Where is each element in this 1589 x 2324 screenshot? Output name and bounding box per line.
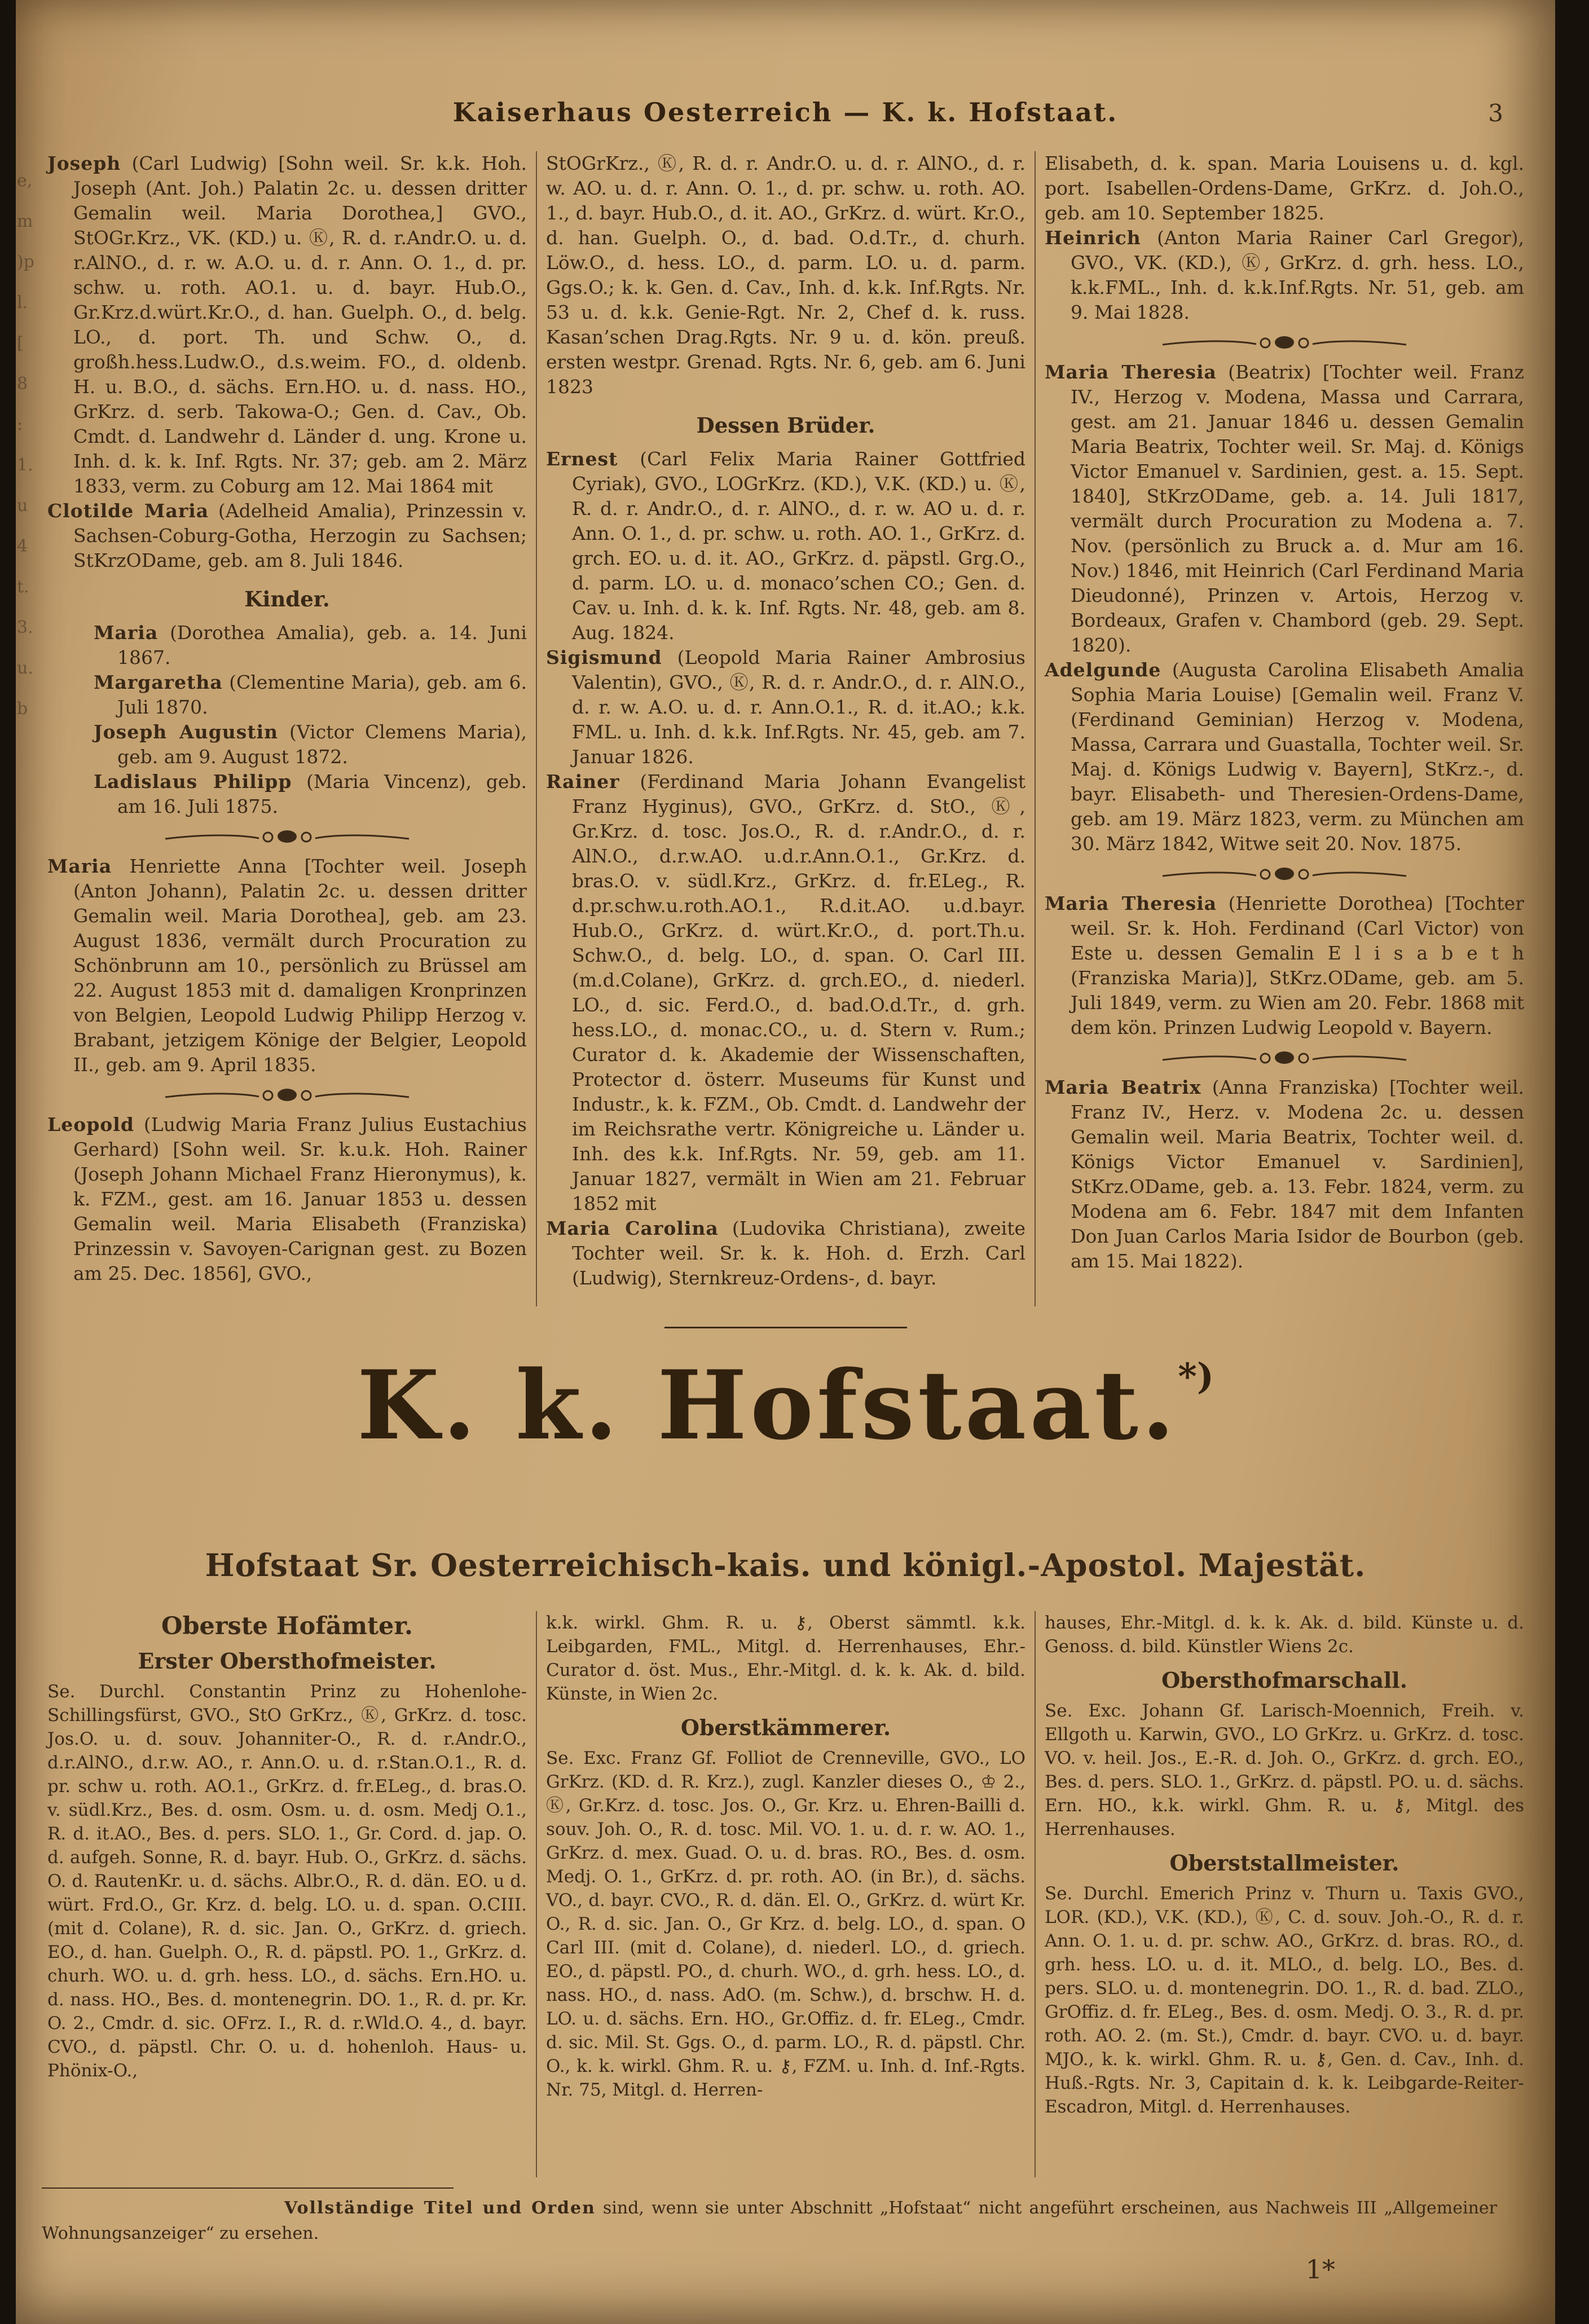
entry-name: Clotilde Maria: [47, 500, 209, 522]
entry-text: Henriette Anna [Tochter weil. Joseph (Anton Johann), Palatin 2c. u. dessen dritter Gemalin weil. Maria Dorothea], geb. am 23. August 1836, vermält durch Procuration zu Schönbrunn am 10., persönlich zu Brüssel am 22. August 1853 mit d. damaligen Kronprinzen von Belgien, Leopold Ludwig Philipp Herzog v. Brabant, jetzigem Könige der Belgier, Leopold II., geb. am 9. April 1835.: [73, 855, 527, 1076]
flourish-divider-icon: [1045, 1050, 1524, 1067]
oberste-hofaemter-heading: Oberste Hofämter.: [161, 1612, 413, 1640]
entry-heinrich: [1045, 226, 1524, 325]
footnote-rest: sind, wenn sie unter Abschnitt „Hofstaat“ nicht angeführt erscheinen, aus Nachweis III „Allgemeiner Wohnungsanzeiger“ zu ersehen.: [42, 2198, 1497, 2243]
entry-name: Heinrich: [1045, 227, 1141, 249]
kaiserhaus-column-2: [537, 151, 1035, 1306]
obersthofmeister-text: Se. Durchl. Constantin Prinz zu Hohenlohe-Schillingsfürst, GVO., StO GrKrz., Ⓚ, GrKrz. d. tosc. Jos.O. u. d. souv. Johanniter-O., R. d. r.Andr.O., d.r.AlNO., d.r.w. AO., r. Ann.O. u. d. r.Stan.O.1., R. d. pr. schw u. roth. AO.1., GrKrz. d. fr.ELeg., d. bras.O. v. südl.Krz., Bes. d. osm. Osm. u. d. osm. Medj O.1., R. d. it.AO., Bes. d. pers. SLO. 1., Gr. Cord. d. jap. O. d. aufgeh. Sonne, R. d. bayr. Hub. O., GrKrz. d. sächs. O. d. RautenKr. u. d. sächs. Albr.O., R. d. dän. EO. u d. würt. Frd.O., Gr. Krz. d. belg. LO. u. d. span. O.CIII. (mit d. Colane), R. d. sic. Jan. O., GrKrz. d. griech. EO., d. han. Guelph. O., R. d. päpstl. PO. 1., GrKrz. d. churh. WO. u. d. grh. hess. LO., d. sächs. Ern.HO. u. d. nass. HO., Bes. d. montenegrin. DO. 1., R. d. pr. Kr. O. 2., Cmdr. d. sic. OFrz. I., R. d. r.Wld.O. 4., d. bayr. CVO., d. päpstl. Chr. O. u. d. hohenloh. Haus- u. Phönix-O.,: [47, 1682, 527, 2081]
section-title: [16, 1349, 1555, 1461]
entry-sigismund: [546, 645, 1025, 769]
entry-text: (Dorothea Amalia), geb. a. 14. Juni 1867.: [117, 622, 527, 668]
hofstaat-column-3: [1036, 1611, 1533, 2177]
entry-name: Maria Carolina: [546, 1217, 719, 1239]
hofstaat-section: [38, 1611, 1533, 2177]
entry-adelgunde: [1045, 658, 1524, 856]
entry-kind-joseph-augustin: [47, 720, 527, 769]
gutter-bleed-text: e, m )p l. [ 8 : 1. u 4 t. 3. u. b: [17, 171, 34, 719]
flourish-divider-icon: [1045, 335, 1524, 352]
obersthofmarschall-text: Se. Exc. Johann Gf. Larisch-Moennich, Freih. v. Ellgoth u. Karwin, GVO., LO GrKrz. u. GrKrz. d. tosc. VO. v. heil. Jos., E.-R. d. Joh. O., GrKrz. d. grch. EO., Bes. d. pers. SLO. 1., GrKrz. d. päpstl. PO. u. d. sächs. Ern. HO., k.k. wirkl. Ghm. R. u. ⚷, Mitgl. des Herrenhauses.: [1045, 1701, 1524, 1839]
obersthofmeister-continuation: k.k. wirkl. Ghm. R. u. ⚷, Oberst sämmtl. k.k. Leibgarden, FML., Mitgl. d. Herrenhauses, Ehr.-Curator d. öst. Mus., Ehr.-Mitgl. d. k. k. Ak. d. bild. Künste, in Wien 2c.: [546, 1613, 1025, 1704]
entry-text: (Carl Felix Maria Rainer Gottfried Cyriak), GVO., LOGrKrz. (KD.), V.K. (KD.) u. Ⓚ, R. d. r. Andr.O., d. r. AlNO., d. r. w. AO u. d. r. Ann. O. 1., d. pr. schw. u. roth. AO. 1., GrKrz. d. grch. EO. u. d. it. AO., GrKrz. d. päpstl. Grg.O., d. parm. LO. u. d. monaco’schen CO.; Gen. d. Cav. u. Inh. d. k. k. Inf. Rgts. Nr. 48, geb. am 8. Aug. 1824.: [572, 448, 1025, 644]
entry-name: Margaretha: [94, 671, 223, 693]
entry-maria-carolina: [546, 1216, 1025, 1291]
kaiserhaus-column-1: [38, 151, 536, 1306]
entry-name: Ernest: [546, 448, 618, 470]
entry-text: (Beatrix) [Tochter weil. Franz IV., Herzog v. Modena, Massa und Carrara, gest. am 21. Januar 1846 u. dessen Gemalin Maria Beatrix, Tochter weil. Sr. Maj. d. Königs Victor Emanuel v. Sardinien, gest. a. 15. Sept. 1840], StKrzODame, geb. a. 14. Juli 1817, vermält durch Procuration zu Modena a. 7. Nov. (persönlich zu Bruck a. d. Mur am 16. Nov.) 1846, mit Heinrich (Carl Ferdinand Maria Dieudonné), Prinzen v. Artois, Herzog v. Bordeaux, Grafen v. Chambord (geb. 29. Sept. 1820).: [1071, 361, 1524, 656]
oberststallmeister-text: Se. Durchl. Emerich Prinz v. Thurn u. Taxis GVO., LOR. (KD.), V.K. (KD.), Ⓚ, C. d. souv. Joh.-O., R. d. r. Ann. O. 1. u. d. pr. schw. AO., GrKrz. d. bras. RO., d. grh. hess. LO. u. d. it. MLO., d. belg. LO., Bes. d. pers. SLO. u. d. montenegrin. DO. 1., R. d. bad. ZLO., GrOffiz. d. fr. ELeg., Bes. d. osm. Medj. O. 3., R. d. pr. roth. AO. 2. (m. St.), Cmdr. d. bayr. CVO. u. d. bayr. MJO., k. k. wirkl. Ghm. R. u. ⚷, Gen. d. Cav., Inh. d. Huß.-Rgts. Nr. 3, Capitain d. k. k. Leibgarde-Reiter-Escadron, Mitgl. d. Herrenhauses.: [1045, 1883, 1524, 2117]
entry-name: Maria Theresia: [1045, 892, 1217, 914]
entry-name: Leopold: [47, 1113, 134, 1135]
section-separator-rule: [664, 1327, 907, 1328]
entry-name: Maria Theresia: [1045, 361, 1217, 383]
kinder-heading: Kinder.: [244, 587, 330, 611]
obersthofmarschall-heading: Obersthofmarschall.: [1161, 1667, 1407, 1693]
hofstaat-column-1: [38, 1611, 536, 2177]
footnote: [42, 2195, 1497, 2246]
entry-text: (Maria Vincenz), geb. am 16. Juli 1875.: [117, 771, 527, 817]
kaiserhaus-section: [38, 151, 1533, 1306]
running-header: Kaiserhaus Oesterreich — K. k. Hofstaat.: [452, 97, 1119, 127]
entry-clotilde: [47, 499, 527, 573]
footnote-rule: [42, 2187, 454, 2189]
entry-name: Rainer: [546, 771, 620, 793]
entry-text: (Victor Clemens Maria), geb. am 9. August 1872.: [117, 721, 527, 768]
footnote-marker: *): [1178, 1355, 1214, 1398]
entry-kind-ladislaus: [47, 769, 527, 819]
entry-text: (Clementine Maria), geb. am 6. Juli 1870.: [117, 671, 527, 718]
entry-text: (Anna Franziska) [Tochter weil. Franz IV., Herz. v. Modena 2c. u. dessen Gemalin weil. Maria Beatrix, Tochter weil. d. Königs Victor Emanuel v. Sardinien], StKrz.ODame, geb. a. 13. Febr. 1824, verm. zu Modena am 6. Febr. 1847 mit dem Infanten Don Juan Carlos Maria Isidor de Bourbon (geb. am 15. Mai 1822).: [1071, 1076, 1524, 1272]
flourish-divider-icon: [47, 829, 527, 846]
entry-text: (Adelheid Amalia), Prinzessin v. Sachsen-Coburg-Gotha, Herzogin zu Sachsen; StKrzODame, geb. am 8. Juli 1846.: [73, 500, 527, 571]
entry-maria-henriette: [47, 854, 527, 1077]
entry-name: Adelgunde: [1045, 659, 1161, 681]
entry-text: (Leopold Maria Rainer Ambrosius Valentin), GVO., Ⓚ, R. d. r. Andr.O., d. r. AlN.O., d. r. w. A.O. u. d. r. Ann.O.1., R. d. it.AO.; k.k. FML. u. Inh. d. k.k. Inf.Rgts. Nr. 45, geb. am 7. Januar 1826.: [572, 646, 1025, 768]
entry-name: Sigismund: [546, 646, 662, 668]
entry-kind-maria: [47, 620, 527, 670]
page-number: 3: [1488, 99, 1503, 127]
erster-obersthofmeister-heading: Erster Obersthofmeister.: [138, 1648, 437, 1674]
section-subtitle: Hofstaat Sr. Oesterreichisch-kais. und königl.-Apostol. Majestät.: [205, 1547, 1366, 1583]
entry-name: Joseph Augustin: [94, 721, 279, 743]
entry-maria-carolina-continuation: Elisabeth, d. k. span. Maria Louisens u. d. kgl. port. Isabellen-Ordens-Dame, GrKrz. d. Joh.O., geb. am 10. September 1825.: [1045, 152, 1524, 224]
entry-leopold: [47, 1112, 527, 1286]
entry-kind-margaretha: [47, 670, 527, 720]
brueder-heading: Dessen Brüder.: [696, 413, 875, 438]
entry-leopold-continuation: StOGrKrz., Ⓚ, R. d. r. Andr.O. u. d. r. AlNO., d. r. w. AO. u. d. r. Ann. O. 1., d. pr. schw. u. roth. AO. 1., d. bayr. Hub.O., d. it. AO., GrKrz. d. würt. Kr.O., d. han. Guelph. O., d. bad. O.d.Tr., d. churh. Löw.O., d. hess. LO., d. parm. LO. u. d. parm. Ggs.O.; k. k. Gen. d. Cav., Inh. d. k.k. Inf.Rgts. Nr. 53 u. d. k.k. Genie-Rgt. Nr. 2, Chef d. k. russ. Kasan’schen Drag.Rgts. Nr. 9 u. d. kön. preuß. ersten westpr. Grenad. Rgts. Nr. 6, geb. am 6. Juni 1823: [546, 152, 1025, 398]
entry-name: Maria Beatrix: [1045, 1076, 1201, 1098]
entry-text: (Ludovika Christiana), zweite Tochter weil. Sr. k. k. Hoh. d. Erzh. Carl (Ludwig), Sternkreuz-Ordens-, d. bayr.: [572, 1217, 1025, 1289]
entry-joseph: [47, 151, 527, 499]
oberstkaemmerer-heading: Oberstkämmerer.: [680, 1715, 891, 1740]
entry-text: (Ludwig Maria Franz Julius Eustachius Gerhard) [Sohn weil. Sr. k.u.k. Hoh. Rainer (Joseph Johann Michael Franz Hieronymus), k. k. FZM., gest. am 16. Januar 1853 u. dessen Gemalin weil. Maria Elisabeth (Franziska) Prinzessin v. Savoyen-Carignan gest. zu Bozen am 25. Dec. 1856], GVO.,: [73, 1113, 527, 1284]
entry-text: (Anton Maria Rainer Carl Gregor), GVO., VK. (KD.), Ⓚ, GrKrz. d. grh. hess. LO., k.k.FML., Inh. d. k.k.Inf.Rgts. Nr. 51, geb. am 9. Mai 1828.: [1071, 227, 1524, 323]
entry-maria-theresia-beatrix: [1045, 360, 1524, 658]
oberstkaemmerer-text: Se. Exc. Franz Gf. Folliot de Crenneville, GVO., LO GrKrz. (KD. d. R. Krz.), zugl. Kanzler dieses O., ♔ 2., Ⓚ, Gr.Krz. d. tosc. Jos. O., Gr. Krz. u. Ehren-Bailli d. souv. Joh. O., R. d. tosc. Mil. VO. 1. u. d. r. w. AO. 1., GrKrz. d. mex. Guad. O. u. d. bras. RO., Bes. d. osm. Medj. O. 1., GrKrz. d. pr. roth. AO. (in Br.), d. sächs. VO., d. bayr. CVO., R. d. dän. El. O., GrKrz. d. würt Kr. O., R. d. sic. Jan. O., Gr Krz. d. belg. LO., d. span. O Carl III. (mit d. Colane), d. niederl. LO., d. griech. EO., d. päpstl. PO., d. churh. WO., d. grh. hess. LO., d. nass. HO., d. nass. AdO. (m. Schw.), d. brschw. H. d. LO. u. d. sächs. Ern. HO., Gr.Offiz. d. fr. ELeg., Cmdr. d. sic. Mil. St. Ggs. O., d. parm. LO., R. d. päpstl. Chr. O., k. k. wirkl. Ghm. R. u. ⚷, FZM. u. Inh. d. Inf.-Rgts. Nr. 75, Mitgl. d. Herren-: [546, 1748, 1025, 2100]
entry-name: Joseph: [47, 152, 121, 174]
entry-text: (Henriette Dorothea) [Tochter weil. Sr. k. Hoh. Ferdinand (Carl Victor) von Este u. dessen Gemalin E l i s a b e t h (Franziska Maria)], StKrz.ODame, geb. am 5. Juli 1849, verm. zu Wien am 20. Febr. 1868 mit dem kön. Prinzen Ludwig Leopold v. Bayern.: [1071, 892, 1524, 1038]
entry-name: Ladislaus Philipp: [94, 771, 292, 793]
section-title-text: K. k. Hofstaat.: [356, 1349, 1178, 1461]
entry-text: (Augusta Carolina Elisabeth Amalia Sophia Maria Louise) [Gemalin weil. Franz V. (Ferdinand Geminian) Herzog v. Modena, Massa, Carrara und Guastalla, Tochter weil. Sr. Maj. d. Königs Ludwig v. Bayern], StKrz.-, d. bayr. Elisabeth- und Theresien-Ordens-Dame, geb. am 19. März 1823, verm. zu München am 30. März 1842, Witwe seit 20. Nov. 1875.: [1071, 659, 1524, 855]
signature-mark: 1*: [1305, 2254, 1335, 2285]
entry-name: Maria: [94, 622, 159, 644]
oberststallmeister-heading: Oberststallmeister.: [1169, 1850, 1399, 1876]
entry-ernest: [546, 447, 1025, 645]
hofstaat-column-2: [537, 1611, 1035, 2177]
entry-rainer: [546, 769, 1025, 1216]
book-page: [16, 0, 1555, 2324]
footnote-lead: Vollständige Titel und Orden: [284, 2198, 596, 2218]
entry-text: (Carl Ludwig) [Sohn weil. Sr. k.k. Hoh. Joseph (Ant. Joh.) Palatin 2c. u. dessen dritter Gemalin weil. Maria Dorothea,] GVO., StOGr.Krz., VK. (KD.) u. Ⓚ, R. d. r.Andr.O. u. d. r.AlNO., d. r. w. A.O. u. d. r. Ann. O. 1., d. pr. schw. u. roth. AO.1. u. d. bayr. Hub.O., Gr.Krz.d.würt.Kr.O., d. han. Guelph. O., d. belg. LO., d. port. Th. und Schw. O., d. großh.hess.Ludw.O., d.s.weim. FO., d. oldenb. H. u. B.O., d. sächs. Ern.HO. u. d. nass. HO., GrKrz. d. serb. Takowa-O.; Gen. d. Cav., Ob. Cmdt. d. Landwehr d. Länder d. ung. Krone u. Inh. d. k. k. Inf. Rgts. Nr. 37; geb. am 2. März 1833, verm. zu Coburg am 12. Mai 1864 mit: [73, 152, 527, 497]
flourish-divider-icon: [1045, 866, 1524, 883]
oberstkaemmerer-continuation: hauses, Ehr.-Mitgl. d. k. k. Ak. d. bild. Künste u. d. Genoss. d. bild. Künstler Wiens 2c.: [1045, 1613, 1524, 1657]
entry-maria-theresia-henriette: [1045, 891, 1524, 1040]
entry-name: Maria: [47, 855, 112, 877]
flourish-divider-icon: [47, 1088, 527, 1104]
entry-maria-beatrix: [1045, 1075, 1524, 1274]
entry-text: (Ferdinand Maria Johann Evangelist Franz Hyginus), GVO., GrKrz. d. StO., Ⓚ, Gr.Krz. d. tosc. Jos.O., R. d. r.Andr.O., d. r. AlN.O., d.r.w.AO. u.d.r.Ann.O.1., Gr.Krz. d. bras.O. v. südl.Krz., GrKrz. d. fr.ELeg., R. d.pr.schw.u.roth.AO.1., R.d.it.AO. u.d.bayr. Hub.O., GrKrz. d. würt.Kr.O., d. port.Th.u. Schw.O., d. belg. LO., d. span. O. Carl III. (m.d.Colane), GrKrz. d. grch.EO., d. niederl. LO., d. sic. Ferd.O., d. bad.O.d.Tr., d. grh. hess.LO., d. monac.CO., u. d. Stern v. Rum.; Curator d. k. Akademie der Wissenschaften, Protector d. österr. Museums für Kunst und Industr., k. k. FZM., Ob. Cmdt. d. Landwehr der im Reichsrathe vertr. Königreiche u. Länder u. Inh. des k.k. Inf.Rgts. Nr. 59, geb. am 11. Januar 1827, vermält in Wien am 21. Februar 1852 mit: [572, 771, 1025, 1214]
kaiserhaus-column-3: [1036, 151, 1533, 1306]
